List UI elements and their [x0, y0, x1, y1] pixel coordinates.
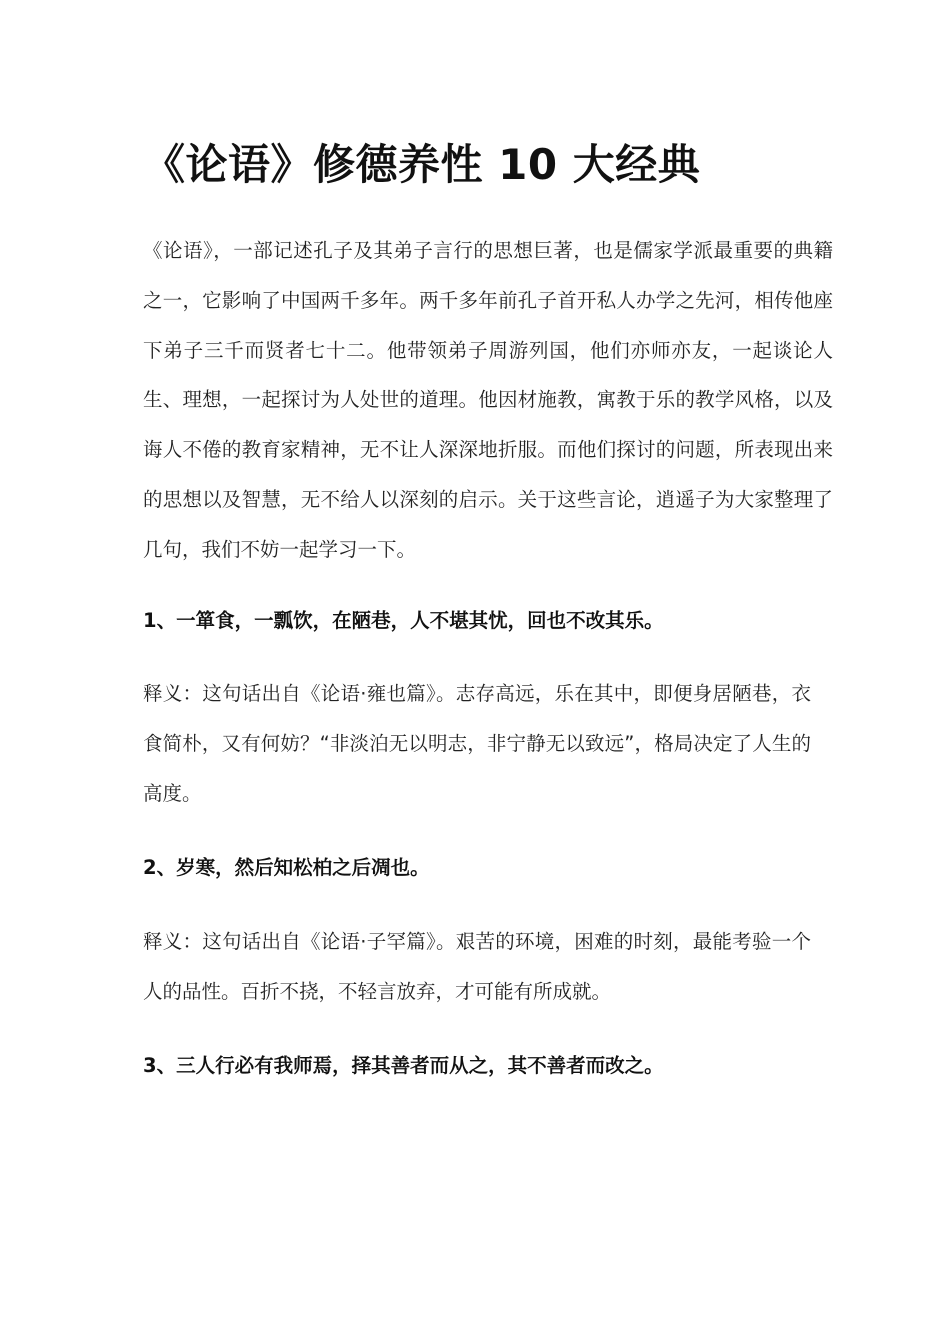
document-title: 《论语》修德养性 10 大经典 [143, 140, 701, 189]
quote-1-heading: 1、一箪食，一瓢饮，在陋巷，人不堪其忧，回也不改其乐。 [143, 609, 664, 632]
quote-1-explanation: 释义：这句话出自《论语·雍也篇》。志存高远，乐在其中，即便身居陋巷，衣食简朴，又有何妨？“非淡泊无以明志，非宁静无以致远”，格局决定了人生的高度。 [143, 682, 811, 805]
quote-2-explanation: 释义：这句话出自《论语·子罕篇》。艰苦的环境，困难的时刻，最能考验一个人的品性。百折不挠，不轻言放弃，才可能有所成就。 [143, 930, 811, 1003]
quote-3-heading: 3、三人行必有我师焉，择其善者而从之，其不善者而改之。 [143, 1054, 664, 1077]
intro-paragraph: 《论语》，一部记述孔子及其弟子言行的思想巨著，也是儒家学派最重要的典籍之一，它影响了中国两千多年。两千多年前孔子首开私人办学之先河，相传他座下弟子三千而贤者七十二。他带领弟子周游列国，他们亦师亦友，一起谈论人生、理想，一起探讨为人处世的道理。他因材施教，寓教于乐的教学风格，以及诲人不倦的教育家精神，无不让人深深地折服。而他们探讨的问题，所表现出来的思想以及智慧，无不给人以深刻的启示。关于这些言论，逍遥子为大家整理了几句，我们不妨一起学习一下。 [143, 239, 833, 561]
quote-2-heading: 2、岁寒，然后知松柏之后凋也。 [143, 856, 430, 879]
